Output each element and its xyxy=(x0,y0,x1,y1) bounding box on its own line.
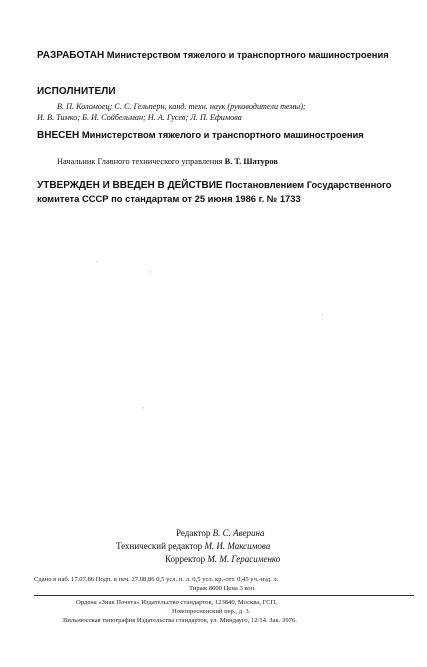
imprint-line-3: Ордена «Знак Почета» Издательство стандартов, 123840, Москва, ГСП, xyxy=(76,599,278,606)
performers-heading: ИСПОЛНИТЕЛИ xyxy=(37,86,116,97)
imprint-line-1: Сдано в наб. 17.07.86 Подп. в печ. 27.08.86 0,5 усл. п. л. 0,5 усл. кр.-отт. 0,45 уч.-изд. л. xyxy=(34,576,279,583)
performers-line-1: В. П. Коломоец; С. С. Гельперн, канд. техн. наук (руководители темы); xyxy=(57,102,306,111)
chief-name: В. Т. Шатуров xyxy=(224,157,278,166)
tech-editor-name: М. И. Максимова xyxy=(204,541,271,551)
chief-line xyxy=(37,157,427,166)
performers-line-2: И. В. Тимко; Б. И. Сойбельман; Н. А. Гусев; Л. П. Ефимова xyxy=(37,113,242,122)
chief-label: Начальник Главного технического управления xyxy=(57,157,223,166)
editor-name: В. С. Аверина xyxy=(212,528,265,538)
imprint-divider xyxy=(34,595,414,596)
introduced-block xyxy=(37,128,412,142)
approved-block xyxy=(37,178,412,205)
tech-editor-label: Технический редактор xyxy=(116,541,203,551)
imprint-line-5: Вильнюсская типография Издательства стандартов, ул. Миндауго, 12/14. Зак. 3976. xyxy=(63,617,297,624)
developed-text: Министерством тяжелого и транспортного машиностроения xyxy=(106,49,389,60)
corrector-label: Корректор xyxy=(165,554,206,564)
introduced-lead: ВНЕСЕН xyxy=(37,130,80,141)
scan-speck: ˎ xyxy=(96,256,99,263)
tech-editor-line xyxy=(116,540,427,553)
developed-lead: РАЗРАБОТАН xyxy=(37,50,105,61)
scan-speck: ˏ xyxy=(142,402,145,409)
performers-list xyxy=(37,101,427,123)
approved-text: Постановлением Государственного комитета СССР по стандартам от 25 июня 1986 г. № 1733 xyxy=(37,179,392,204)
introduced-text: Министерством тяжелого и транспортного машиностроения xyxy=(81,129,364,140)
corrector-name: М. М. Герасименко xyxy=(207,554,281,564)
scan-speck: ˏ xyxy=(321,309,324,316)
credits-block xyxy=(0,527,427,566)
developed-block xyxy=(37,48,412,62)
imprint-line-4: Новопресненский пер., д. 3. xyxy=(172,608,251,615)
approved-lead: УТВЕРЖДЕН И ВВЕДЕН В ДЕЙСТВИЕ xyxy=(37,180,223,191)
editor-label: Редактор xyxy=(176,528,211,538)
scan-speck: ˏ xyxy=(149,266,152,273)
editor-line xyxy=(176,527,427,540)
imprint-line-2: Тираж 8000 Цена 3 коп. xyxy=(189,585,256,592)
corrector-line xyxy=(165,553,427,566)
